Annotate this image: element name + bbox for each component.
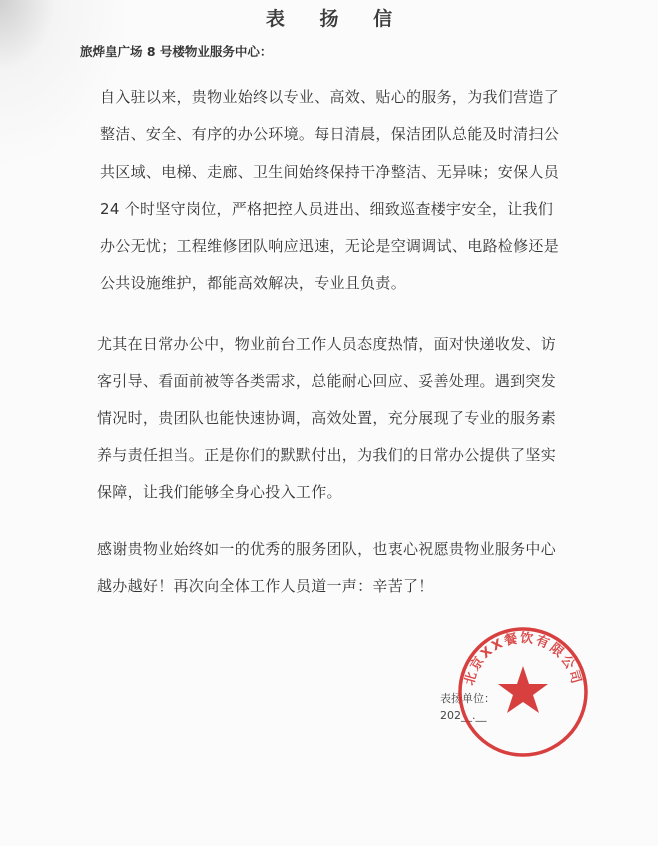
paragraph-1 (100, 79, 570, 303)
recipient-salutation: 旅烨皇广场 8 号楼物业服务中心： (80, 44, 273, 59)
text-line: 公共设施维护，都能高效解决，专业且负责。 (100, 274, 407, 293)
svg-text:北京XX餐饮有限公司: 北京XX餐饮有限公司 (462, 630, 584, 688)
paragraph-2 (97, 326, 567, 511)
text-line: 尤其在日常办公中，物业前台工作人员态度热情，面对快递收发、访 (97, 335, 557, 353)
signature-label: 表扬单位： (440, 692, 495, 705)
text-line: 客引导、看面前被等各类需求，总能耐心回应、妥善处理。遇到突发 (97, 372, 557, 390)
company-seal-icon (455, 624, 591, 760)
text-line: 自入驻以来，贵物业始终以专业、高效、贴心的服务，为我们营造了 (100, 88, 560, 106)
text-line: 共区域、电梯、走廊、卫生间始终保持干净整洁、无异味；安保人员 (100, 162, 560, 181)
text-line: 保障，让我们能够全身心投入工作。 (97, 483, 342, 501)
text-line: 24 个时坚守岗位，严格把控人员进出、细致巡查楼宇安全，让我们 (100, 199, 554, 218)
text-line: 整洁、安全、有序的办公环境。每日清晨，保洁团队总能及时清扫公 (100, 125, 560, 144)
seal-star-icon (498, 666, 548, 713)
text-line: 情况时，贵团队也能快速协调，高效处置，充分展现了专业的服务素 (97, 409, 557, 427)
text-line: 养与责任担当。正是你们的默默付出，为我们的日常办公提供了坚实 (97, 446, 557, 464)
signature-date: 202__.__ (440, 709, 487, 722)
text-line: 感谢贵物业始终如一的优秀的服务团队，也衷心祝愿贵物业服务中心 (97, 540, 557, 558)
paragraph-3 (97, 531, 567, 605)
text-line: 办公无忧；工程维修团队响应迅速，无论是空调调试、电路检修还是 (100, 237, 560, 256)
letter-title: 表 扬 信 (265, 8, 407, 30)
text-line: 越办越好！再次向全体工作人员道一声：辛苦了！ (97, 577, 434, 595)
